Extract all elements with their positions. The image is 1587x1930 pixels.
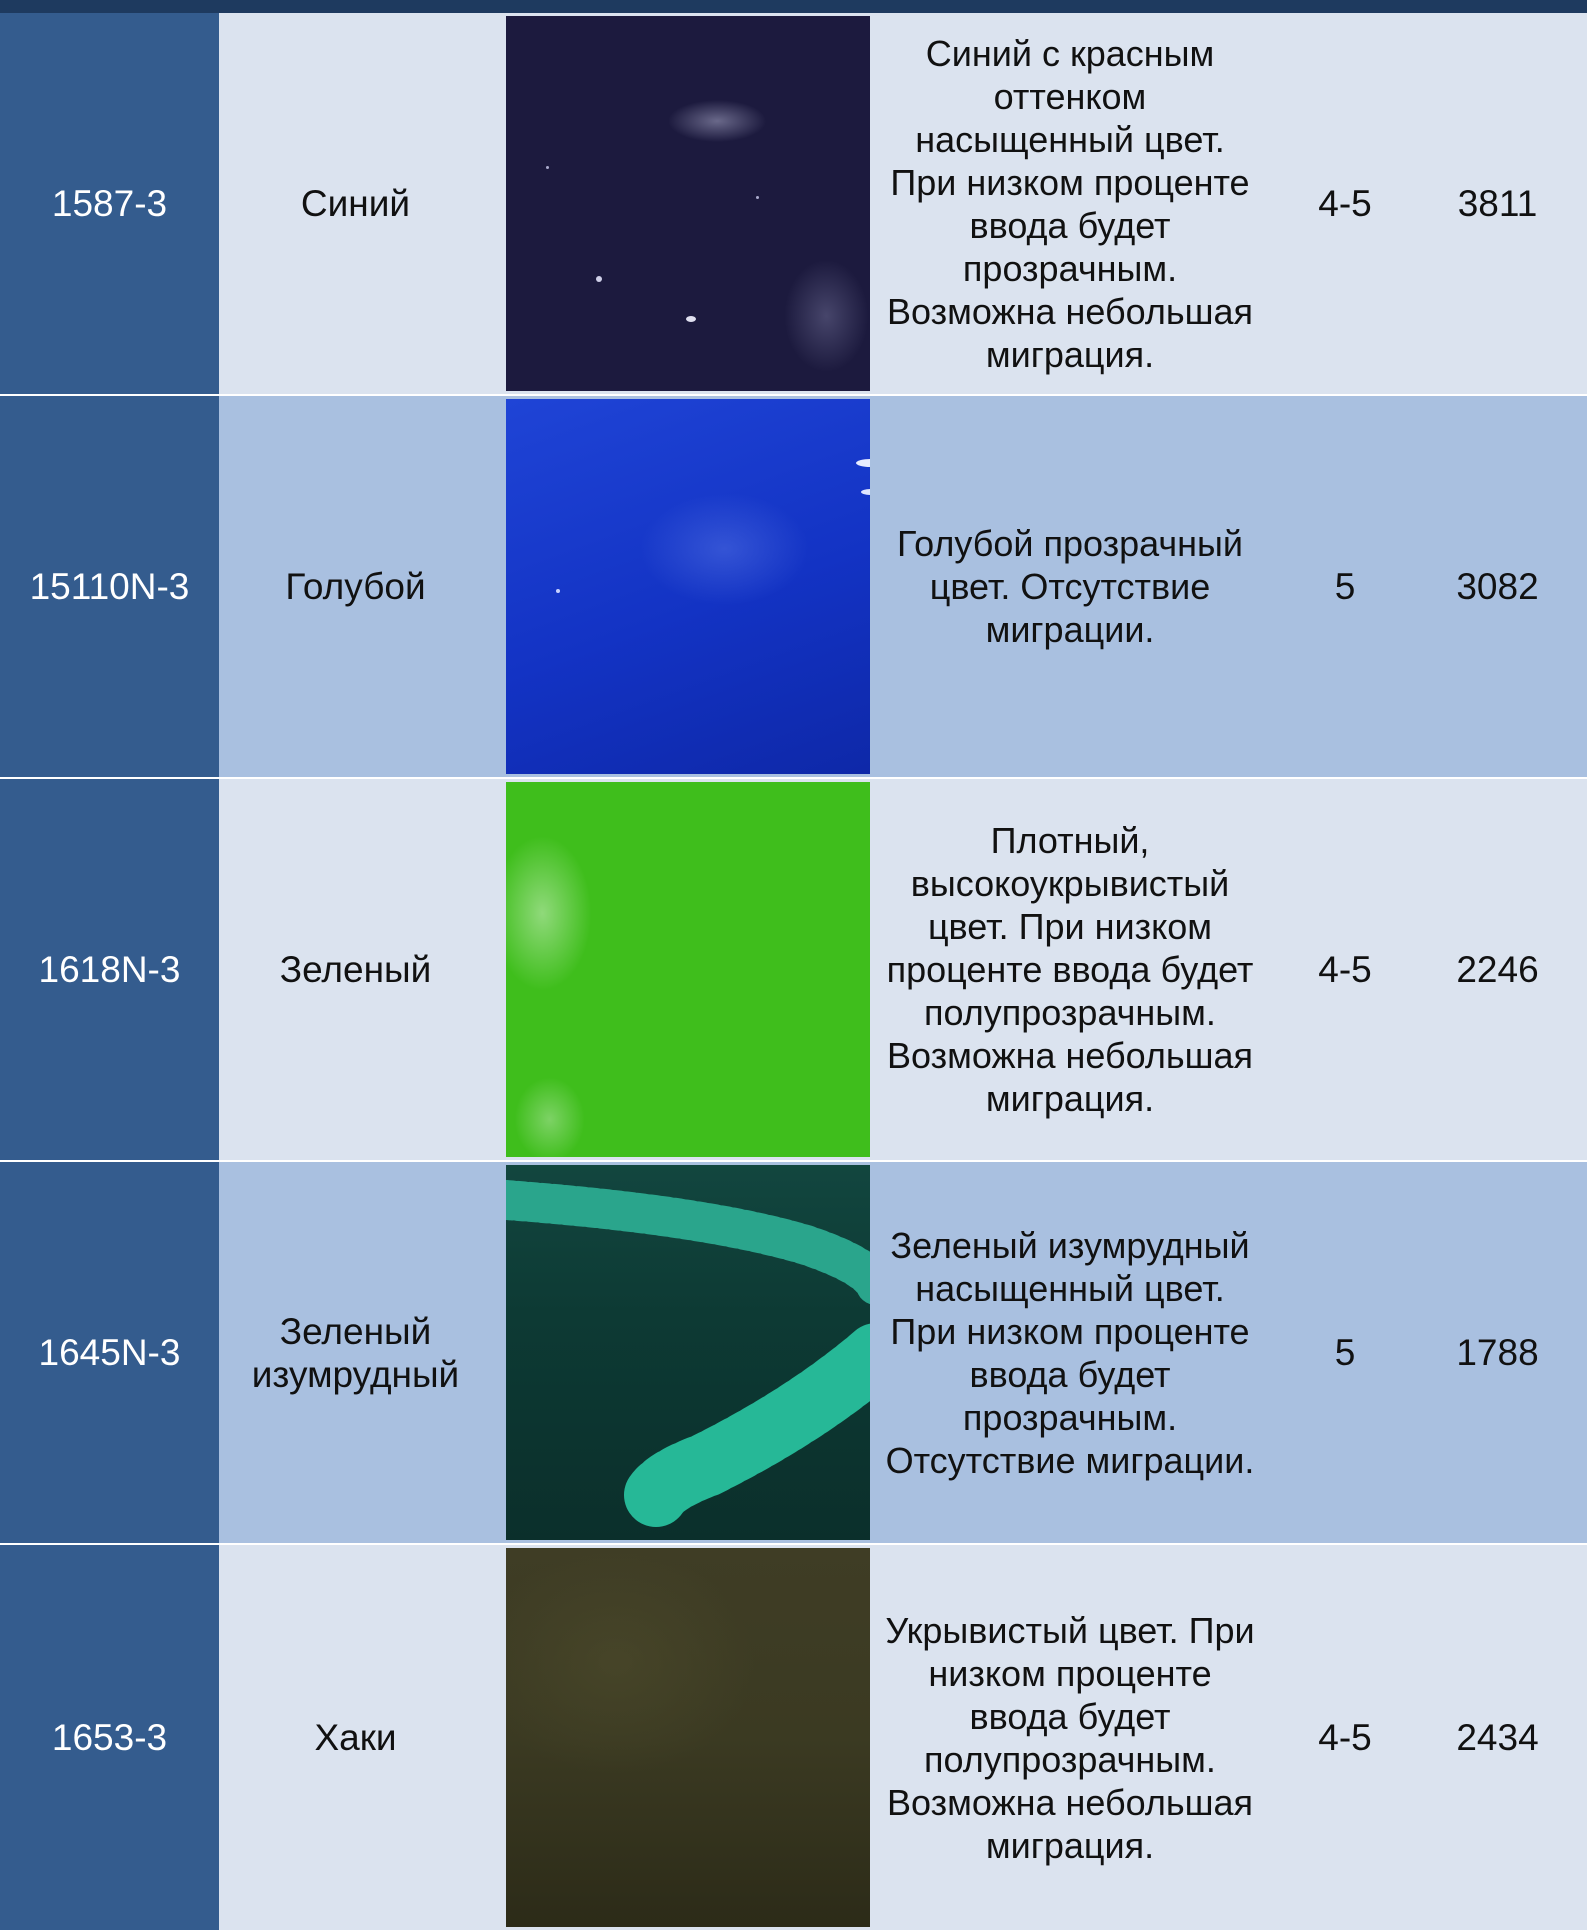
swatch-cell — [492, 13, 870, 394]
swatch-cell — [492, 396, 870, 777]
swatch-cell — [492, 1545, 870, 1930]
name-cell: Голубой — [285, 566, 426, 607]
number-cell: 3082 — [1456, 565, 1539, 607]
color-swatch-image — [506, 782, 870, 1157]
name-cell: Зеленый — [279, 949, 432, 990]
table-row — [0, 779, 1587, 1162]
name-cell: Зеленый изумрудный — [251, 1310, 460, 1395]
grade-cell: 5 — [1334, 565, 1356, 607]
swatch-cell — [492, 1162, 870, 1543]
code-cell: 1653-3 — [0, 1545, 219, 1930]
name-cell: Хаки — [314, 1717, 397, 1758]
table-row — [0, 1162, 1587, 1545]
coil-shape — [506, 1165, 870, 1540]
grade-cell: 4-5 — [1318, 948, 1372, 990]
code-cell: 1618N-3 — [0, 779, 219, 1160]
table-row — [0, 396, 1587, 779]
color-swatch-image — [506, 1548, 870, 1927]
description-cell: Голубой прозрачный цвет. Отсутствие миграции. — [897, 523, 1243, 650]
color-swatch-image — [506, 16, 870, 391]
grade-cell: 4-5 — [1318, 182, 1372, 224]
grade-cell: 5 — [1334, 1331, 1356, 1373]
description-cell: Укрывистый цвет. При низком проценте ввода будет полупрозрачным. Возможна небольшая миграция. — [885, 1609, 1255, 1866]
code-cell: 15110N-3 — [0, 396, 219, 777]
description-cell: Плотный, высокоукрывистый цвет. При низком проценте ввода будет полупрозрачным. Возможна небольшая миграция. — [886, 820, 1254, 1119]
name-cell: Синий — [300, 183, 411, 224]
color-swatch-image — [506, 399, 870, 774]
number-cell: 3811 — [1457, 182, 1538, 224]
table-row — [0, 1545, 1587, 1930]
description-cell: Зеленый изумрудный насыщенный цвет. При низком проценте ввода будет прозрачным. Отсутствие миграции. — [885, 1224, 1255, 1481]
table-row — [0, 13, 1587, 396]
number-cell: 1788 — [1456, 1331, 1539, 1373]
number-cell: 2434 — [1456, 1716, 1539, 1758]
code-cell: 1645N-3 — [0, 1162, 219, 1543]
top-bar — [0, 0, 1587, 13]
grade-cell: 4-5 — [1318, 1716, 1372, 1758]
color-table — [0, 13, 1587, 1930]
number-cell: 2246 — [1456, 948, 1539, 990]
code-cell: 1587-3 — [0, 13, 219, 394]
swatch-cell — [492, 779, 870, 1160]
color-swatch-image — [506, 1165, 870, 1540]
description-cell: Синий с красным оттенком насыщенный цвет. При низком проценте ввода будет прозрачным. Возможна небольшая миграция. — [887, 32, 1253, 375]
